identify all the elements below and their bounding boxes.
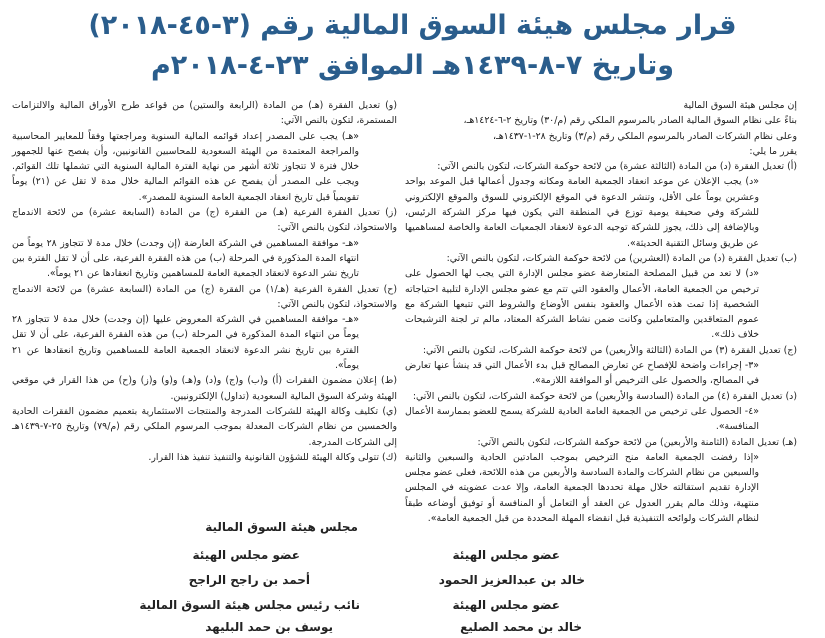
- right-paragraph: (ج) تعديل الفقرة (٣) من المادة (الثالثة والأربعين) من لائحة حوكمة الشركات، لتكون بالنص الآتي:: [422, 344, 797, 356]
- signatory-name: خالد بن محمد الصليع: [460, 620, 582, 634]
- right-paragraph: يقرر ما يلي:: [749, 145, 797, 157]
- right-paragraph: (ب) تعديل الفقرة (د) من المادة (العشرين) من لائحة حوكمة الشركات، لتكون بالنص الآتي:: [446, 252, 797, 264]
- right-paragraph: (د) تعديل الفقرة (٤) من المادة (السادسة والأربعين) من لائحة حوكمة الشركات، لتكون بالنص الآتي:: [412, 390, 797, 402]
- right-paragraph: إن مجلس هيئة السوق المالية: [683, 100, 797, 111]
- left-paragraph: (ي) تكليف وكالة الهيئة للشركات المدرجة والمنتجات الاستثمارية بتعميم مضمون الفقرات الحادية والخمسين من نظام الشركات المعدلة بموجب المرسوم الملكي رقم (م/٧٩) وتاريخ ٢٥-٧-١٤٣٩هـ إلى الشركات المدرجة.: [12, 405, 397, 448]
- right-paragraph: «٤- الحصول على ترخيص من الجمعية العامة العادية للشركة يسمح للعضو بممارسة الأعمال المنافسة».: [405, 405, 759, 433]
- left-paragraph: «هـ- موافقة المساهمين في الشركة العارضة (إن وجدت) خلال مدة لا تتجاوز ٢٨ يوماً من انتهاء المدة المذكورة في المرحلة (ب) من هذه الفقرة الفرعية، على أن لا تقل الفترة بين تاريخ نشر الدعوة لانعقاد الجمعية العامة للمساهمين وتاريخ انعقادها عن ٢١ يوماً».: [12, 237, 359, 280]
- left-column: [12, 98, 397, 465]
- right-paragraph: بناءً على نظام السوق المالية الصادر بالمرسوم الملكي رقم (م/٣٠) وتاريخ ٢-٦-١٤٢٤هـ،: [463, 115, 797, 127]
- right-paragraph: وعلى نظام الشركات الصادر بالمرسوم الملكي رقم (م/٣) وتاريخ ٢٨-١-١٤٣٧هـ،: [492, 130, 797, 142]
- signatory-role: عضو مجلس الهيئة: [452, 598, 560, 612]
- right-column: [405, 98, 797, 526]
- signatory-role: عضو مجلس الهيئة: [192, 548, 300, 562]
- left-paragraph: (ك) تتولى وكالة الهيئة للشؤون القانونية والتنفيذ تنفيذ هذا القرار.: [148, 451, 397, 463]
- signatory-name: يوسف بن حمد البليهد: [205, 620, 333, 634]
- signatures-title: مجلس هيئة السوق المالية: [205, 520, 358, 534]
- signatory-name: خالد بن عبدالعزيز الحمود: [438, 573, 585, 587]
- right-paragraph: (هـ) تعديل المادة (الثامنة والأربعين) من لائحة حوكمة الشركات، لتكون بالنص الآتي:: [477, 436, 797, 448]
- signatory-role: نائب رئيس مجلس هيئة السوق المالية: [139, 598, 360, 612]
- right-paragraph: «إذا رفضت الجمعية العامة منح الترخيص بموجب المادتين الحادية والسبعين والثانية والسبعين من نظام الشركات والمادة السادسة والأربعين من هذه اللائحة، فعلى عضو مجلس الإدارة تقديم استقالته خلال مهلة تحددها الجمعية العامة، وإلا عدت عضويته في المجلس منتهية، وذلك مالم يقرر العدول عن العقد أو التعامل أو المنافسة أو توفيق أوضاعه طبقاً لنظام الشركات ولوائحه التنفيذية قبل انقضاء المهلة المحددة من قبل الجمعية العامة».: [405, 451, 759, 525]
- right-paragraph: (أ) تعديل الفقرة (د) من المادة (الثالثة عشرة) من لائحة حوكمة الشركات، لتكون بالنص الآتي:: [437, 161, 797, 173]
- decision-date: وتاريخ ٧-٨-١٤٣٩هـ الموافق ٢٣-٤-٢٠١٨م: [151, 50, 674, 81]
- signatory-role: عضو مجلس الهيئة: [452, 548, 560, 562]
- left-paragraph: (ط) إعلان مضمون الفقرات (أ) و(ب) و(ج) و(د) و(هـ) و(و) و(ز) و(ح) من هذا القرار في موقعي الهيئة وشركة السوق المالية السعودية (تداول) الإلكترونيين.: [12, 375, 397, 402]
- left-paragraph: (ح) تعديل الفقرة الفرعية (هـ/١) من الفقرة (ج) من المادة (السابعة عشرة) من لائحة الاندماج والاستحواذ، لتكون بالنص الآتي:: [12, 283, 397, 310]
- right-paragraph: «د) لا تعد من قبيل المصلحة المتعارضة عضو مجلس الإدارة التي يجب لها الحصول على ترخيص من الجمعية العامة، الأعمال والعقود التي تتم مع عضو مجلس الإدارة لتلبية احتياجاته الشخصية إذا تمت هذه الأعمال والعقود بنفس الأوضاع والشروط التي تتبعها الشركة مع عموم المتعاقدين والمتعاملين وكانت ضمن نشاط الشركة المعتاد، مالم تر لجنة الترشيحات خلاف ذلك».: [405, 268, 759, 341]
- left-paragraph: (و) تعديل الفقرة (هـ) من المادة (الرابعة والستين) من قواعد طرح الأوراق المالية والالتزامات المستمرة، لتكون بالنص الآتي:: [12, 100, 397, 127]
- left-paragraph: «هـ- موافقة المساهمين في الشركة المعروض عليها (إن وجدت) خلال مدة لا تتجاوز ٢٨ يوماً من انتهاء المدة المذكورة في المرحلة (ب) من هذه الفقرة الفرعية، على أن لا تقل الفترة بين تاريخ نشر الدعوة لانعقاد الجمعية العامة للمساهمين وتاريخ انعقادها عن ٢١ يوماً».: [12, 314, 359, 372]
- right-paragraph: «د) يجب الإعلان عن موعد انعقاد الجمعية العامة ومكانه وجدول أعمالها قبل الموعد بواحد وعشرين يوماً على الأقل، وتنشر الدعوة في الموقع الإلكتروني للسوق والموقع الإلكتروني للشركة وفي صحيفة يومية توزع في المنطقة التي يكون فيها مركز الشركة الرئيس، وبالإضافة إلى ذلك، يجوز للشركة توجيه الدعوة لانعقاد الجمعيات العامة والخاصة لمساهميها عن طريق وسائل التقنية الحديثة».: [405, 176, 759, 249]
- right-paragraph: «٣- إجراءات واضحة للإفصاح عن تعارض المصالح قبل بدء الأعمال التي قد ينشأ عنها تعارض في المصالح، والحصول على الترخيص أو الموافقة اللازمة».: [405, 360, 759, 387]
- signatory-name: أحمد بن راجح الراجح: [188, 573, 310, 587]
- left-paragraph: (ز) تعديل الفقرة الفرعية (هـ) من الفقرة (ج) من المادة (السابعة عشرة) من لائحة الاندماج والاستحواذ، لتكون بالنص الآتي:: [12, 207, 397, 234]
- left-paragraph: «هـ) يجب على المصدر إعداد قوائمه المالية السنوية ومراجعتها وفقاً للمعايير المحاسبية والمراجعة المعتمدة من الهيئة السعودية للمحاسبين القانونيين، وأن يفصح عنها للجمهور خلال فترة لا تتجاوز ثلاثة أشهر من نهاية الفترة المالية السنوية التي تشملها تلك القوائم. ويجب على المصدر أن يفصح عن هذه القوائم المالية خلال مدة لا تقل عن (٢١) يوماً تقويمياً قبل تاريخ انعقاد الجمعية العامة السنوية للمصدر».: [12, 130, 359, 203]
- decision-title: قرار مجلس هيئة السوق المالية رقم (٣-٤٥-٢٠١٨): [88, 10, 737, 41]
